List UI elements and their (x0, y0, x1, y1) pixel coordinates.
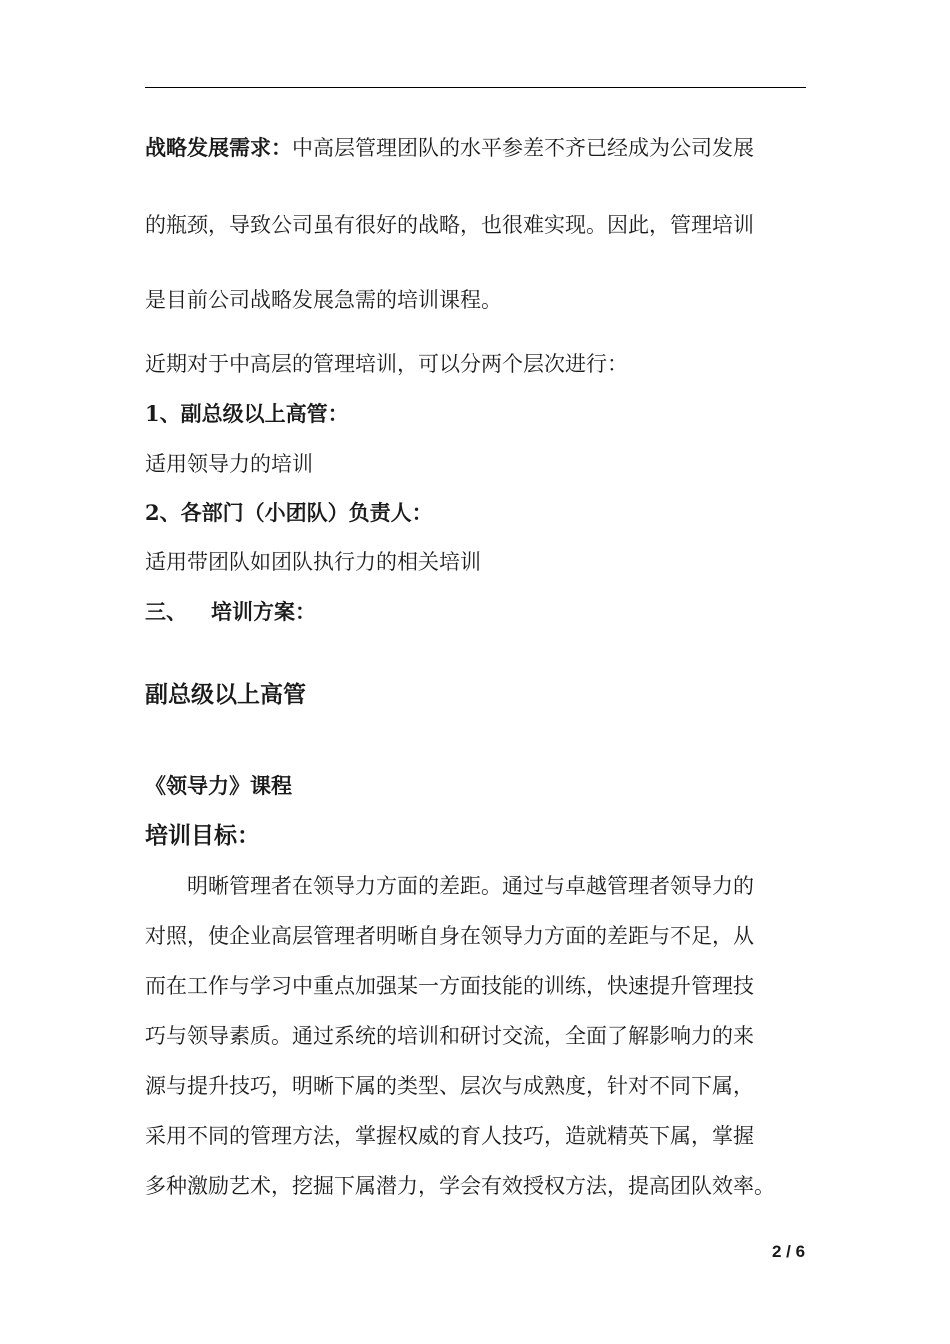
goal-line: 多种激励艺术，挖掘下属潜力，学会有效授权方法，提高团队效率。 (145, 1174, 775, 1198)
strategy-lead: 战略发展需求： (145, 135, 292, 160)
course-title: 《领导力》课程 (145, 773, 292, 798)
header-rule (145, 87, 806, 88)
paragraph-levels: 近期对于中高层的管理培训，可以分两个层次进行： (145, 352, 628, 376)
goal-label: 培训目标： (145, 822, 260, 849)
goal-line: 明晰管理者在领导力方面的差距。通过与卓越管理者领导力的 (187, 874, 754, 898)
item1-text: 适用领导力的培训 (145, 452, 313, 476)
strategy-text: 中高层管理团队的水平参差不齐已经成为公司发展 (292, 136, 754, 160)
goal-line: 对照，使企业高层管理者明晰自身在领导力方面的差距与不足，从 (145, 924, 754, 948)
page-number: 2 / 6 (772, 1242, 806, 1261)
goal-line: 巧与领导素质。通过系统的培训和研讨交流，全面了解影响力的来 (145, 1024, 754, 1048)
goal-line: 源与提升技巧，明晰下属的类型、层次与成熟度，针对不同下属， (145, 1074, 754, 1098)
section3-title: 培训方案： (211, 599, 316, 624)
section3-number: 三、 (145, 599, 187, 624)
paragraph-strategy-line2: 的瓶颈，导致公司虽有很好的战略，也很难实现。因此，管理培训 (145, 213, 754, 237)
paragraph-strategy-line3: 是目前公司战略发展急需的培训课程。 (145, 288, 502, 312)
goal-line: 而在工作与学习中重点加强某一方面技能的训练，快速提升管理技 (145, 974, 754, 998)
item1-title: 1、副总级以上高管： (145, 401, 349, 426)
item2-text: 适用带团队如团队执行力的相关培训 (145, 550, 481, 574)
goal-line: 采用不同的管理方法，掌握权威的育人技巧，造就精英下属，掌握 (145, 1124, 754, 1148)
sub-heading: 副总级以上高管 (145, 681, 306, 708)
item2-title: 2、各部门（小团队）负责人： (145, 500, 433, 525)
section3-heading (145, 598, 316, 626)
paragraph-strategy-line1 (145, 134, 754, 162)
